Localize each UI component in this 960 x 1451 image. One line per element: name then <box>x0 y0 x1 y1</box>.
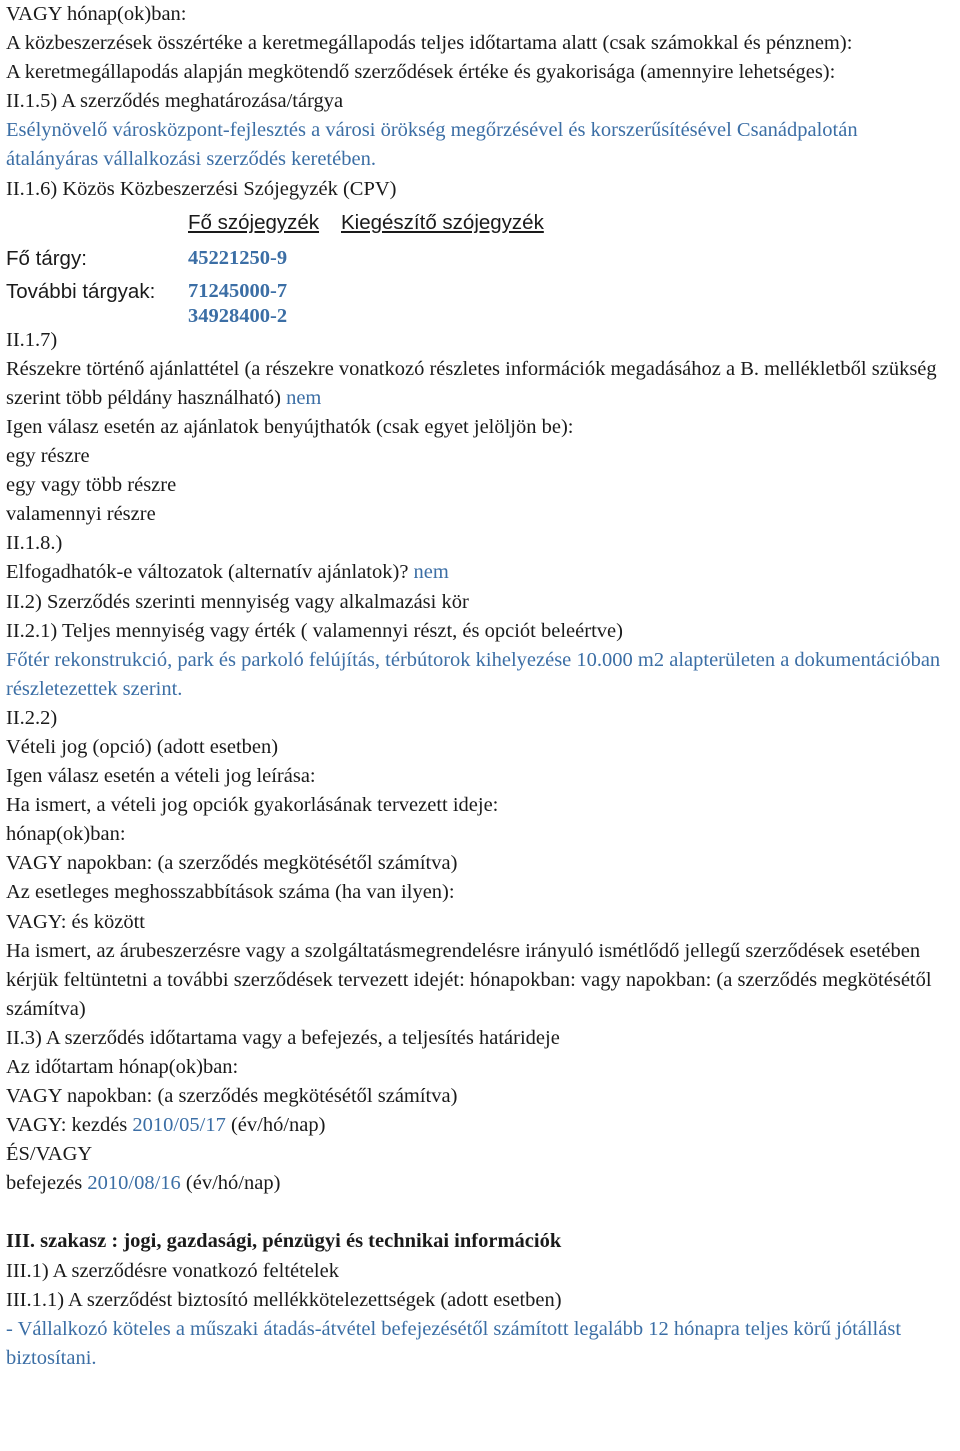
section-heading: II.2.1) Teljes mennyiség vagy érték ( valamennyi részt, és opciót beleértve) <box>6 619 623 642</box>
start-date: 2010/05/17 <box>132 1114 226 1137</box>
text-line: egy vagy több részre <box>6 474 177 497</box>
text-line: VAGY: és között <box>6 910 145 933</box>
section-heading: III.1.1) A szerződést biztosító mellékkötelezettségek (adott esetben) <box>6 1288 562 1311</box>
text-line: hónap(ok)ban: <box>6 823 126 846</box>
text-line: egy részre <box>6 445 90 468</box>
section-heading: II.3) A szerződés időtartama vagy a befejezés, a teljesítés határideje <box>6 1026 560 1049</box>
text-line: Ha ismert, a vételi jog opciók gyakorlásának tervezett ideje: <box>6 794 499 817</box>
section-heading: II.2.2) <box>6 706 58 729</box>
start-date-line <box>6 1111 954 1140</box>
subject-text: Esélynövelő városközpont-fejlesztés a városi örökség megőrzésével és korszerűsítésével Csanádpalotán átalányáras vállalkozási szerződés keretében. <box>6 119 858 171</box>
end-date-line <box>6 1169 954 1198</box>
quantity-text: Főtér rekonstrukció, park és parkoló felújítás, térbútorok kihelyezése 10.000 m2 alapterületen a dokumentációban részletezettek szerint. <box>6 648 941 700</box>
text-line: Igen válasz esetén a vételi jog leírása: <box>6 765 316 788</box>
cpv-main-code: 45221250-9 <box>188 246 288 269</box>
cpv-more-label: További tárgyak: <box>6 279 156 303</box>
text-line: Az időtartam hónap(ok)ban: <box>6 1056 239 1078</box>
section-title: III. szakasz : jogi, gazdasági, pénzügyi és technikai információk <box>6 1230 562 1253</box>
text-line: A közbeszerzések összértéke a keretmegállapodás teljes időtartama alatt (csak számokkal és pénznem): <box>6 32 853 55</box>
section-heading: II.1.8.) <box>6 532 63 555</box>
guarantee-text: - Vállalkozó köteles a műszaki átadás-átvétel befejezésétől számított legalább 12 hónapra teljes körű jótállást biztosítani. <box>6 1317 902 1369</box>
section-heading: II.1.6) Közös Közbeszerzési Szójegyzék (CPV) <box>6 177 397 200</box>
text-line: VAGY napokban: (a szerződés megkötésétől számítva) <box>6 852 458 875</box>
section-heading: III.1) A szerződésre vonatkozó feltételek <box>6 1259 339 1282</box>
cpv-main-column-header: Fő szójegyzék <box>188 210 320 234</box>
end-date: 2010/08/16 <box>87 1172 181 1195</box>
section-heading: II.1.7) <box>6 328 58 351</box>
cpv-table <box>6 208 954 327</box>
cpv-more-code: 71245000-7 <box>188 279 288 302</box>
end-prefix: befejezés <box>6 1172 83 1195</box>
text-line: Igen válasz esetén az ajánlatok benyújthatók (csak egyet jelöljön be): <box>6 415 574 438</box>
cpv-main-label: Fő tárgy: <box>6 246 87 270</box>
text-line: Ha ismert, az árubeszerzésre vagy a szolgáltatásmegrendelésre irányuló ismétlődő jellegű szerződések esetében kérjük feltüntetni a további szerződések tervezett idejét: hónapokban: vagy napokban: (a szerződés megkötésétől számítva) <box>6 939 932 1020</box>
cpv-supplementary-column-header: Kiegészítő szójegyzék <box>341 210 544 234</box>
end-suffix: (év/hó/nap) <box>185 1172 281 1195</box>
text-line: A keretmegállapodás alapján megkötendő szerződések értéke és gyakorisága (amennyire lehetséges): <box>6 61 836 84</box>
variants-answer: nem <box>413 561 449 584</box>
text-line: VAGY napokban: (a szerződés megkötésétől számítva) <box>6 1085 458 1108</box>
text-line: ÉS/VAGY <box>6 1143 93 1166</box>
spacer <box>6 1198 954 1227</box>
text-line: VAGY hónap(ok)ban: <box>6 3 187 25</box>
text-line: Az esetleges meghosszabbítások száma (ha van ilyen): <box>6 881 455 904</box>
section-heading: II.2) Szerződés szerinti mennyiség vagy alkalmazási kör <box>6 590 469 613</box>
text-line: Vételi jog (opció) (adott esetben) <box>6 735 279 758</box>
section-heading: II.1.5) A szerződés meghatározása/tárgya <box>6 90 344 113</box>
parts-question-text: Részekre történő ajánlattétel (a részekre vonatkozó részletes információk megadásához a B. mellékletből szükség szerint több példány használható) <box>6 357 937 409</box>
parts-answer: nem <box>286 386 322 409</box>
cpv-more-code: 34928400-2 <box>188 304 288 327</box>
start-prefix: VAGY: kezdés <box>6 1114 128 1137</box>
variants-question <box>6 558 954 587</box>
variants-question-text: Elfogadhatók-e változatok (alternatív ajánlatok)? <box>6 561 409 584</box>
text-line: valamennyi részre <box>6 503 156 526</box>
start-suffix: (év/hó/nap) <box>230 1114 326 1137</box>
parts-question <box>6 355 954 413</box>
